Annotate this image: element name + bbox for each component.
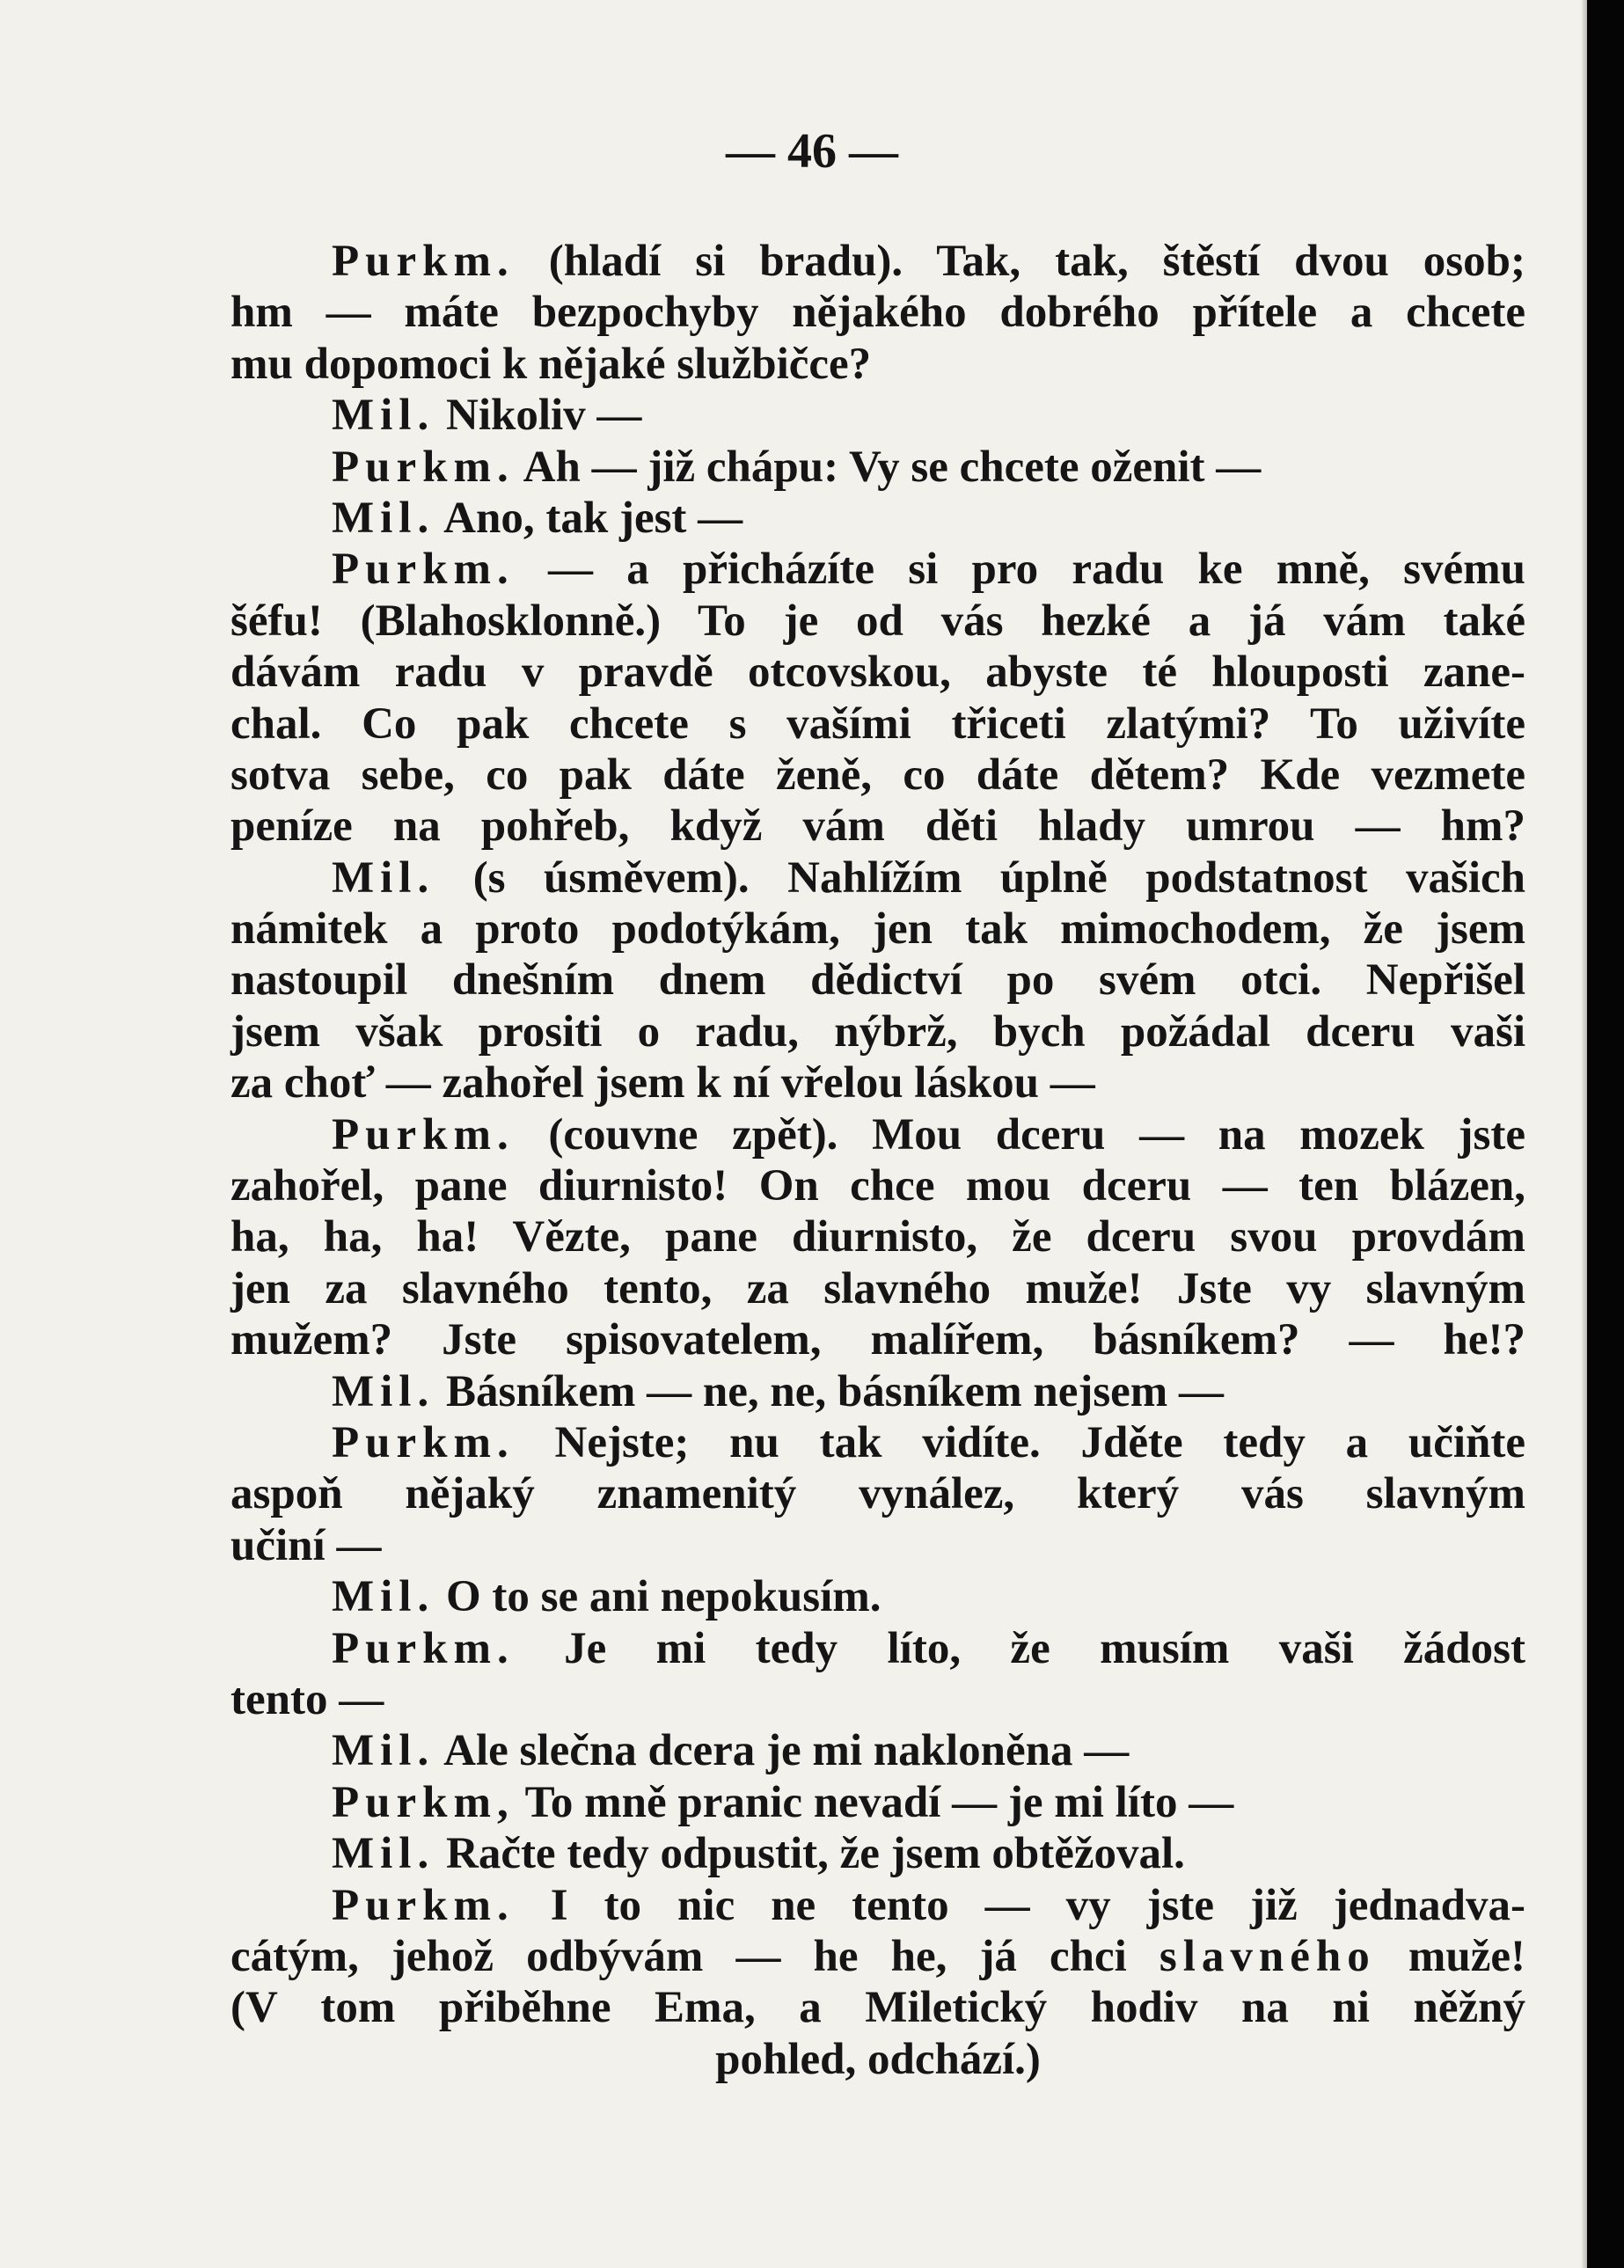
line-text: peníze na pohřeb, když vám děti hlady umrou — hm? <box>230 801 1525 852</box>
scan-edge-strip <box>1587 0 1624 2268</box>
text-line <box>230 236 1525 287</box>
line-text: ha, ha, ha! Vězte, pane diurnisto, že dceru svou provdám <box>230 1212 1525 1262</box>
line-text: aspoň nějaký znamenitý vynález, který vás slavným <box>230 1469 1525 1519</box>
text-line <box>230 647 1525 698</box>
text-line <box>230 1931 1525 1982</box>
line-text: šéfu! (Blahosklonně.) To je od vás hezké a já vám také <box>230 596 1525 646</box>
speaker: Mil. <box>332 1726 435 1776</box>
text-line <box>230 1777 1525 1828</box>
text-block <box>230 236 1525 2085</box>
text-line <box>230 1571 1525 1622</box>
speaker: Purkm. <box>332 1880 515 1930</box>
line-text: (hladí si bradu). Tak, tak, štěstí dvou osob; <box>514 237 1525 286</box>
stage-direction: (V tom přiběhne Ema, a Miletický hodiv na ni něžný <box>230 1983 1525 2033</box>
text-line <box>230 955 1525 1006</box>
text-line <box>230 1982 1525 2033</box>
line-text: — a přicházíte si pro radu ke mně, svému <box>514 545 1525 595</box>
text-line <box>230 750 1525 801</box>
speaker: Purkm. <box>332 1109 515 1160</box>
line-text: Nikoliv — <box>435 391 642 441</box>
text-line <box>230 1880 1525 1931</box>
speaker: Purkm. <box>332 237 515 286</box>
line-text: dávám radu v pravdě otcovskou, abyste té hlouposti zane- <box>230 647 1525 698</box>
line-text: (s úsměvem). Nahlížím úplně podstatnost vašich <box>435 852 1525 903</box>
text-line <box>230 699 1525 750</box>
speaker: Mil. <box>332 391 435 441</box>
text-line <box>230 1828 1525 1879</box>
speaker: Mil. <box>332 1829 435 1879</box>
line-text: Ano, tak jest — <box>435 493 743 543</box>
line-text: Je mi tedy líto, že musím vaši žádost <box>514 1623 1525 1673</box>
text-line <box>230 801 1525 852</box>
text-line <box>230 1520 1525 1571</box>
text-line <box>230 390 1525 441</box>
text-line <box>230 1623 1525 1674</box>
text-line <box>230 1263 1525 1314</box>
text-line <box>230 1057 1525 1108</box>
line-text: jen za slavného tento, za slavného muže! Jste vy slavným <box>230 1263 1525 1313</box>
line-text: Ale slečna dcera je mi nakloněna — <box>435 1726 1130 1776</box>
speaker: Purkm, <box>332 1777 515 1827</box>
line-text: Básníkem — ne, ne, básníkem nejsem — <box>435 1366 1225 1416</box>
speaker: Mil. <box>332 493 435 543</box>
line-text: O to se ani nepokusím. <box>435 1572 881 1622</box>
line-text: hm — máte bezpochyby nějakého dobrého přítele a chcete <box>230 288 1525 338</box>
line-text: Ah — již chápu: Vy se chcete oženit — <box>514 442 1262 492</box>
text-line <box>230 1725 1525 1776</box>
text-line <box>230 852 1525 904</box>
text-line <box>230 493 1525 544</box>
speaker: Mil. <box>332 852 435 903</box>
line-text: učiní — <box>230 1520 382 1570</box>
line-text: (couvne zpět). Mou dceru — na mozek jste <box>514 1109 1525 1160</box>
spaced-word: slavného <box>1159 1931 1376 1981</box>
line-text: mužem? Jste spisovatelem, malířem, básníkem? — he!? <box>230 1315 1525 1365</box>
text-line <box>230 1674 1525 1725</box>
line-text: To mně pranic nevadí — je mi líto — <box>514 1777 1234 1827</box>
line-text: I to nic ne tento — vy jste již jednadva- <box>514 1880 1525 1930</box>
line-text: sotva sebe, co pak dáte ženě, co dáte dětem? Kde vezmete <box>230 750 1525 800</box>
text-line <box>230 544 1525 595</box>
speaker: Purkm. <box>332 545 515 595</box>
speaker: Purkm. <box>332 442 515 492</box>
text-line <box>230 1417 1525 1468</box>
line-text: cátým, jehož odbývám — he he, já chci <box>230 1931 1159 1981</box>
text-line <box>230 1109 1525 1160</box>
text-line <box>230 1468 1525 1519</box>
text-line <box>230 287 1525 338</box>
text-line <box>230 1314 1525 1365</box>
text-line <box>230 904 1525 955</box>
text-line <box>230 339 1525 390</box>
line-text: muže! <box>1375 1931 1525 1981</box>
line-text: Račte tedy odpustit, že jsem obtěžoval. <box>435 1829 1185 1879</box>
stage-direction: pohled, odchází.) <box>715 2034 1041 2084</box>
text-line <box>230 1006 1525 1057</box>
line-text: tento — <box>230 1674 384 1724</box>
speaker: Purkm. <box>332 1623 515 1673</box>
line-text: zahořel, pane diurnisto! On chce mou dceru — ten blázen, <box>230 1161 1525 1211</box>
line-text: mu dopomoci k nějaké službičce? <box>230 339 872 389</box>
line-text: za choť — zahořel jsem k ní vřelou láskou — <box>230 1058 1095 1108</box>
speaker: Mil. <box>332 1572 435 1622</box>
line-text: Nejste; nu tak vidíte. Jděte tedy a učiňte <box>514 1417 1525 1467</box>
line-text: nastoupil dnešním dnem dědictví po svém otci. Nepřišel <box>230 955 1525 1006</box>
text-line <box>230 1211 1525 1262</box>
line-text: jsem však prositi o radu, nýbrž, bych požádal dceru vaši <box>230 1006 1525 1057</box>
text-line <box>230 442 1525 493</box>
text-line <box>230 596 1525 647</box>
text-line <box>230 1366 1525 1417</box>
text-line <box>230 2034 1525 2085</box>
speaker: Purkm. <box>332 1417 515 1467</box>
speaker: Mil. <box>332 1366 435 1416</box>
page-number: — 46 — <box>726 124 898 179</box>
line-text: chal. Co pak chcete s vašími třiceti zlatými? To uživíte <box>230 699 1525 749</box>
line-text: námitek a proto podotýkám, jen tak mimochodem, že jsem <box>230 904 1525 955</box>
text-line <box>230 1160 1525 1211</box>
